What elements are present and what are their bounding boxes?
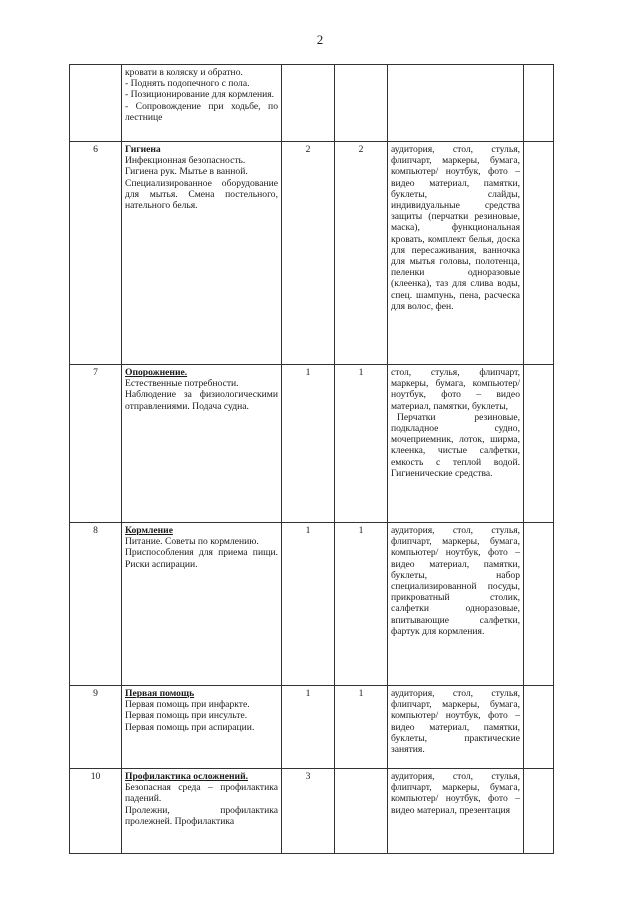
row-number: 8 [70, 523, 122, 686]
resources-cell [388, 523, 524, 686]
empty-cell [524, 686, 554, 769]
topic-title: Первая помощь [125, 688, 195, 699]
topic-cell [122, 365, 282, 523]
topic-line: - Поднять подопечного с пола. [125, 78, 250, 90]
topic-cell [122, 686, 282, 769]
hours-total: 3 [282, 769, 335, 854]
empty-cell [524, 142, 554, 365]
table-row [70, 142, 554, 365]
table-body [70, 65, 554, 854]
empty-cell [524, 365, 554, 523]
topic-cell [122, 65, 282, 142]
topic-line: Первая помощь при аспирации. [125, 721, 255, 733]
row-number [70, 65, 122, 142]
empty-cell [524, 65, 554, 142]
topic-line: Естественные потребности. [125, 378, 239, 390]
row-number: 10 [70, 769, 122, 854]
topic-line: кровати в коляску и обратно. [125, 67, 243, 78]
topic-title: Кормление [125, 525, 173, 536]
table-row [70, 365, 554, 523]
table-row [70, 686, 554, 769]
topic-title: Опорожнение. [125, 367, 188, 378]
topic-line: Инфекционная безопасность. [125, 155, 246, 167]
table-row [70, 523, 554, 686]
row-number: 6 [70, 142, 122, 365]
resource-line: аудитория, стол, стулья, флипчарт, маркеры, бумага, компьютер/ ноутбук, фото – видео материал, памятки, буклеты, практические занятия. [391, 688, 520, 756]
resources-cell [388, 365, 524, 523]
hours-practice: 1 [335, 523, 388, 686]
topic-cell [122, 523, 282, 686]
resource-line: аудитория, стол, стулья, флипчарт, маркеры, бумага, компьютер/ ноутбук, фото – видео материал, памятки, буклеты, набор специализированной посуды, прикроватный столик, салфетки одноразовые, впитывающие салфетки, фартук для кормления. [391, 525, 520, 637]
table-row [70, 65, 554, 142]
hours-total: 2 [282, 142, 335, 365]
hours-total: 1 [282, 523, 335, 686]
curriculum-table [69, 64, 554, 854]
resources-cell [388, 65, 524, 142]
hours-total: 1 [282, 686, 335, 769]
topic-line: Гигиена рук. Мытье в ванной. [125, 166, 248, 178]
topic-line: Наблюдение за физиологическими отправлениями. Подача судна. [125, 389, 278, 412]
hours-practice [335, 65, 388, 142]
topic-line: - Позиционирование для кормления. [125, 89, 275, 101]
topic-line: Питание. Советы по кормлению. [125, 536, 259, 548]
topic-line: - Сопровождение при ходьбе, по лестнице [125, 100, 278, 123]
empty-cell [524, 769, 554, 854]
resources-cell [388, 686, 524, 769]
hours-total: 1 [282, 365, 335, 523]
hours-total [282, 65, 335, 142]
topic-line: Пролежни, профилактика пролежней. Профилактика [125, 804, 278, 827]
resource-line: аудитория, стол, стулья, флипчарт, маркеры, бумага, компьютер/ ноутбук, фото – видео материал, памятки, буклеты, слайды, индивидуальные средства защиты (перчатки резиновые, маска), функциональная кровать, комплект белья, доска для пересаживания, ванночка для мытья головы, полотенца, пеленки одноразовые (клеенка), таз для слива воды, спец. шампунь, пена, расческа для волос, фен. [391, 144, 520, 312]
resource-line: Перчатки резиновые, подкладное судно, мочеприемник, лоток, ширма, клеенка, чистые салфетки, емкость с теплой водой. Гигиенические средства. [391, 411, 520, 479]
row-number: 9 [70, 686, 122, 769]
resources-cell [388, 142, 524, 365]
topic-line: Безопасная среда – профилактика падений. [125, 782, 278, 805]
topic-line: Специализированное оборудование для мытья. Смена постельного, нательного белья. [125, 177, 278, 212]
hours-practice: 1 [335, 686, 388, 769]
row-number: 7 [70, 365, 122, 523]
hours-practice [335, 769, 388, 854]
topic-line: Первая помощь при инсульте. [125, 710, 248, 722]
hours-practice: 2 [335, 142, 388, 365]
topic-line: Первая помощь при инфаркте. [125, 699, 250, 711]
topic-cell [122, 769, 282, 854]
table-row [70, 769, 554, 854]
empty-cell [524, 523, 554, 686]
topic-title: Гигиена [125, 144, 161, 155]
topic-line: Приспособления для приема пищи. Риски аспирации. [125, 547, 278, 570]
page-number: 2 [316, 32, 324, 47]
resource-line: аудитория, стол, стулья, флипчарт, маркеры, бумага, компьютер/ ноутбук, фото – видео материал, презентация [391, 771, 520, 816]
topic-cell [122, 142, 282, 365]
resource-line: стол, стулья, флипчарт, маркеры, бумага, компьютер/ ноутбук, фото – видео материал, памятки, буклеты, [391, 367, 520, 412]
resources-cell [388, 769, 524, 854]
hours-practice: 1 [335, 365, 388, 523]
topic-title: Профилактика осложнений. [125, 771, 249, 782]
